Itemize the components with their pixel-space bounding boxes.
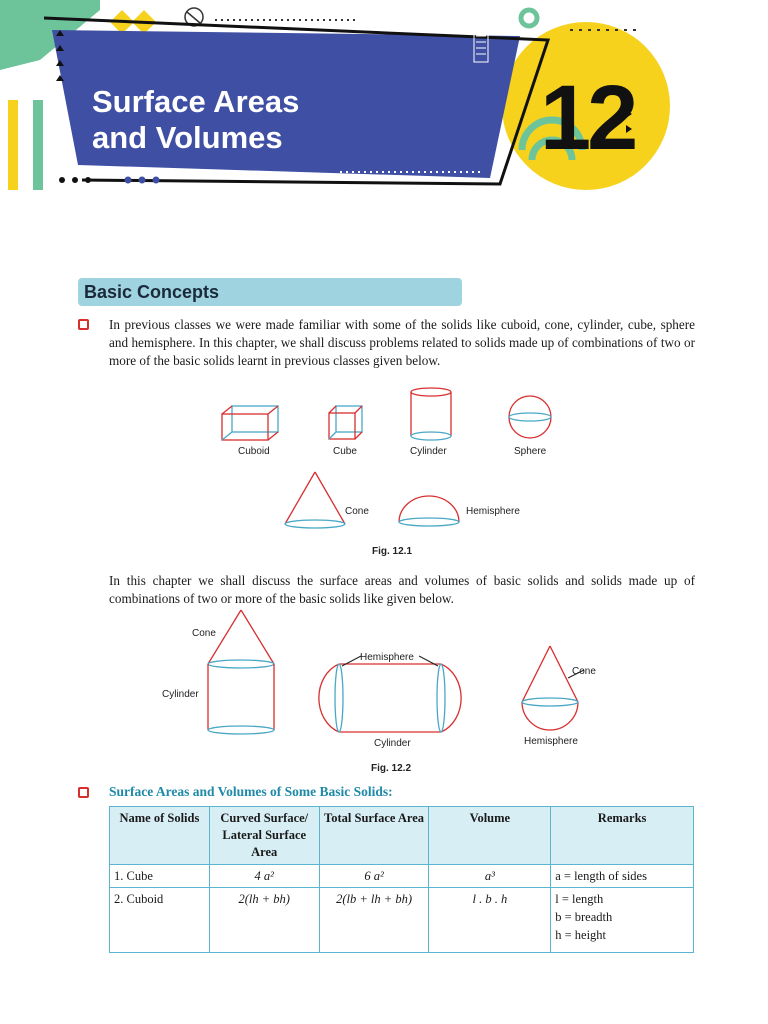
cell-volume: l . b . h [429, 888, 551, 953]
cylinder-bottom-label: Cylinder [374, 738, 411, 749]
cell-solid-name: 2. Cuboid [110, 888, 210, 953]
remark-line: b = breadth [555, 910, 613, 924]
remark-line: l = length [555, 892, 604, 906]
table-row [110, 888, 694, 953]
chapter-number: 12 [540, 67, 635, 169]
cell-volume: a³ [429, 865, 551, 888]
sphere-figure [505, 394, 555, 442]
bullet-square-icon [78, 319, 89, 330]
table-heading: Surface Areas and Volumes of Some Basic Solids: [109, 784, 393, 799]
figure-2-caption: Fig. 12.2 [371, 763, 412, 774]
cone-right-label: Cone [572, 666, 596, 677]
hemisphere-right-label: Hemisphere [524, 736, 578, 747]
remark-line: a = length of sides [555, 869, 647, 883]
cell-tsa: 6 a² [319, 865, 429, 888]
header-remarks: Remarks [551, 807, 694, 865]
combination-paragraph: In this chapter we shall discuss the surface areas and volumes of basic solids and solids made up of combinations of two or more of the basic solids like given below. [109, 573, 695, 606]
cone-figure [282, 470, 348, 530]
cube-label: Cube [333, 446, 357, 457]
green-stripe [33, 100, 43, 190]
sphere-label: Sphere [514, 446, 547, 457]
cell-remarks [551, 888, 694, 953]
hemisphere-label: Hemisphere [466, 506, 520, 517]
header-total-surface-area: Total Surface Area [319, 807, 429, 865]
hemisphere-top-label: Hemisphere [360, 652, 414, 663]
cell-csa: 4 a² [209, 865, 319, 888]
figure-1-caption: Fig. 12.1 [372, 546, 413, 557]
cuboid-figure [218, 400, 282, 444]
cell-csa: 2(lh + bh) [209, 888, 319, 953]
cuboid-label: Cuboid [238, 446, 270, 457]
cell-solid-name: 1. Cube [110, 865, 210, 888]
header-name: Name of Solids [110, 807, 210, 865]
cell-tsa: 2(lb + lh + bh) [319, 888, 429, 953]
section-heading: Basic Concepts [78, 278, 462, 306]
header-curved-surface-area: Curved Surface/ Lateral Surface Area [209, 807, 319, 865]
hemisphere-figure [395, 494, 463, 530]
remark-line: h = height [555, 928, 607, 942]
chapter-title: Surface Areas and Volumes [92, 84, 300, 155]
intro-paragraph: In previous classes we were made familiar with some of the solids like cuboid, cone, cylinder, cube, sphere and hemisphere. In this chapter, we shall discuss problems related to solids made up of combinations of two or more of the basic solids learnt in previous classes given below. [109, 317, 695, 368]
bullet-square-icon [78, 787, 89, 798]
yellow-stripe [8, 100, 18, 190]
cone-on-hemisphere-figure [518, 644, 598, 740]
header-volume: Volume [429, 807, 551, 865]
table-row [110, 865, 694, 888]
cube-figure [326, 403, 366, 443]
cone-top-label: Cone [192, 628, 216, 639]
cylinder-left-label: Cylinder [162, 689, 199, 700]
formula-table [109, 806, 694, 953]
cylinder-label: Cylinder [410, 446, 447, 457]
table-header-row [110, 807, 694, 865]
cylinder-figure [406, 386, 456, 444]
cell-remarks [551, 865, 694, 888]
cone-label: Cone [345, 506, 369, 517]
